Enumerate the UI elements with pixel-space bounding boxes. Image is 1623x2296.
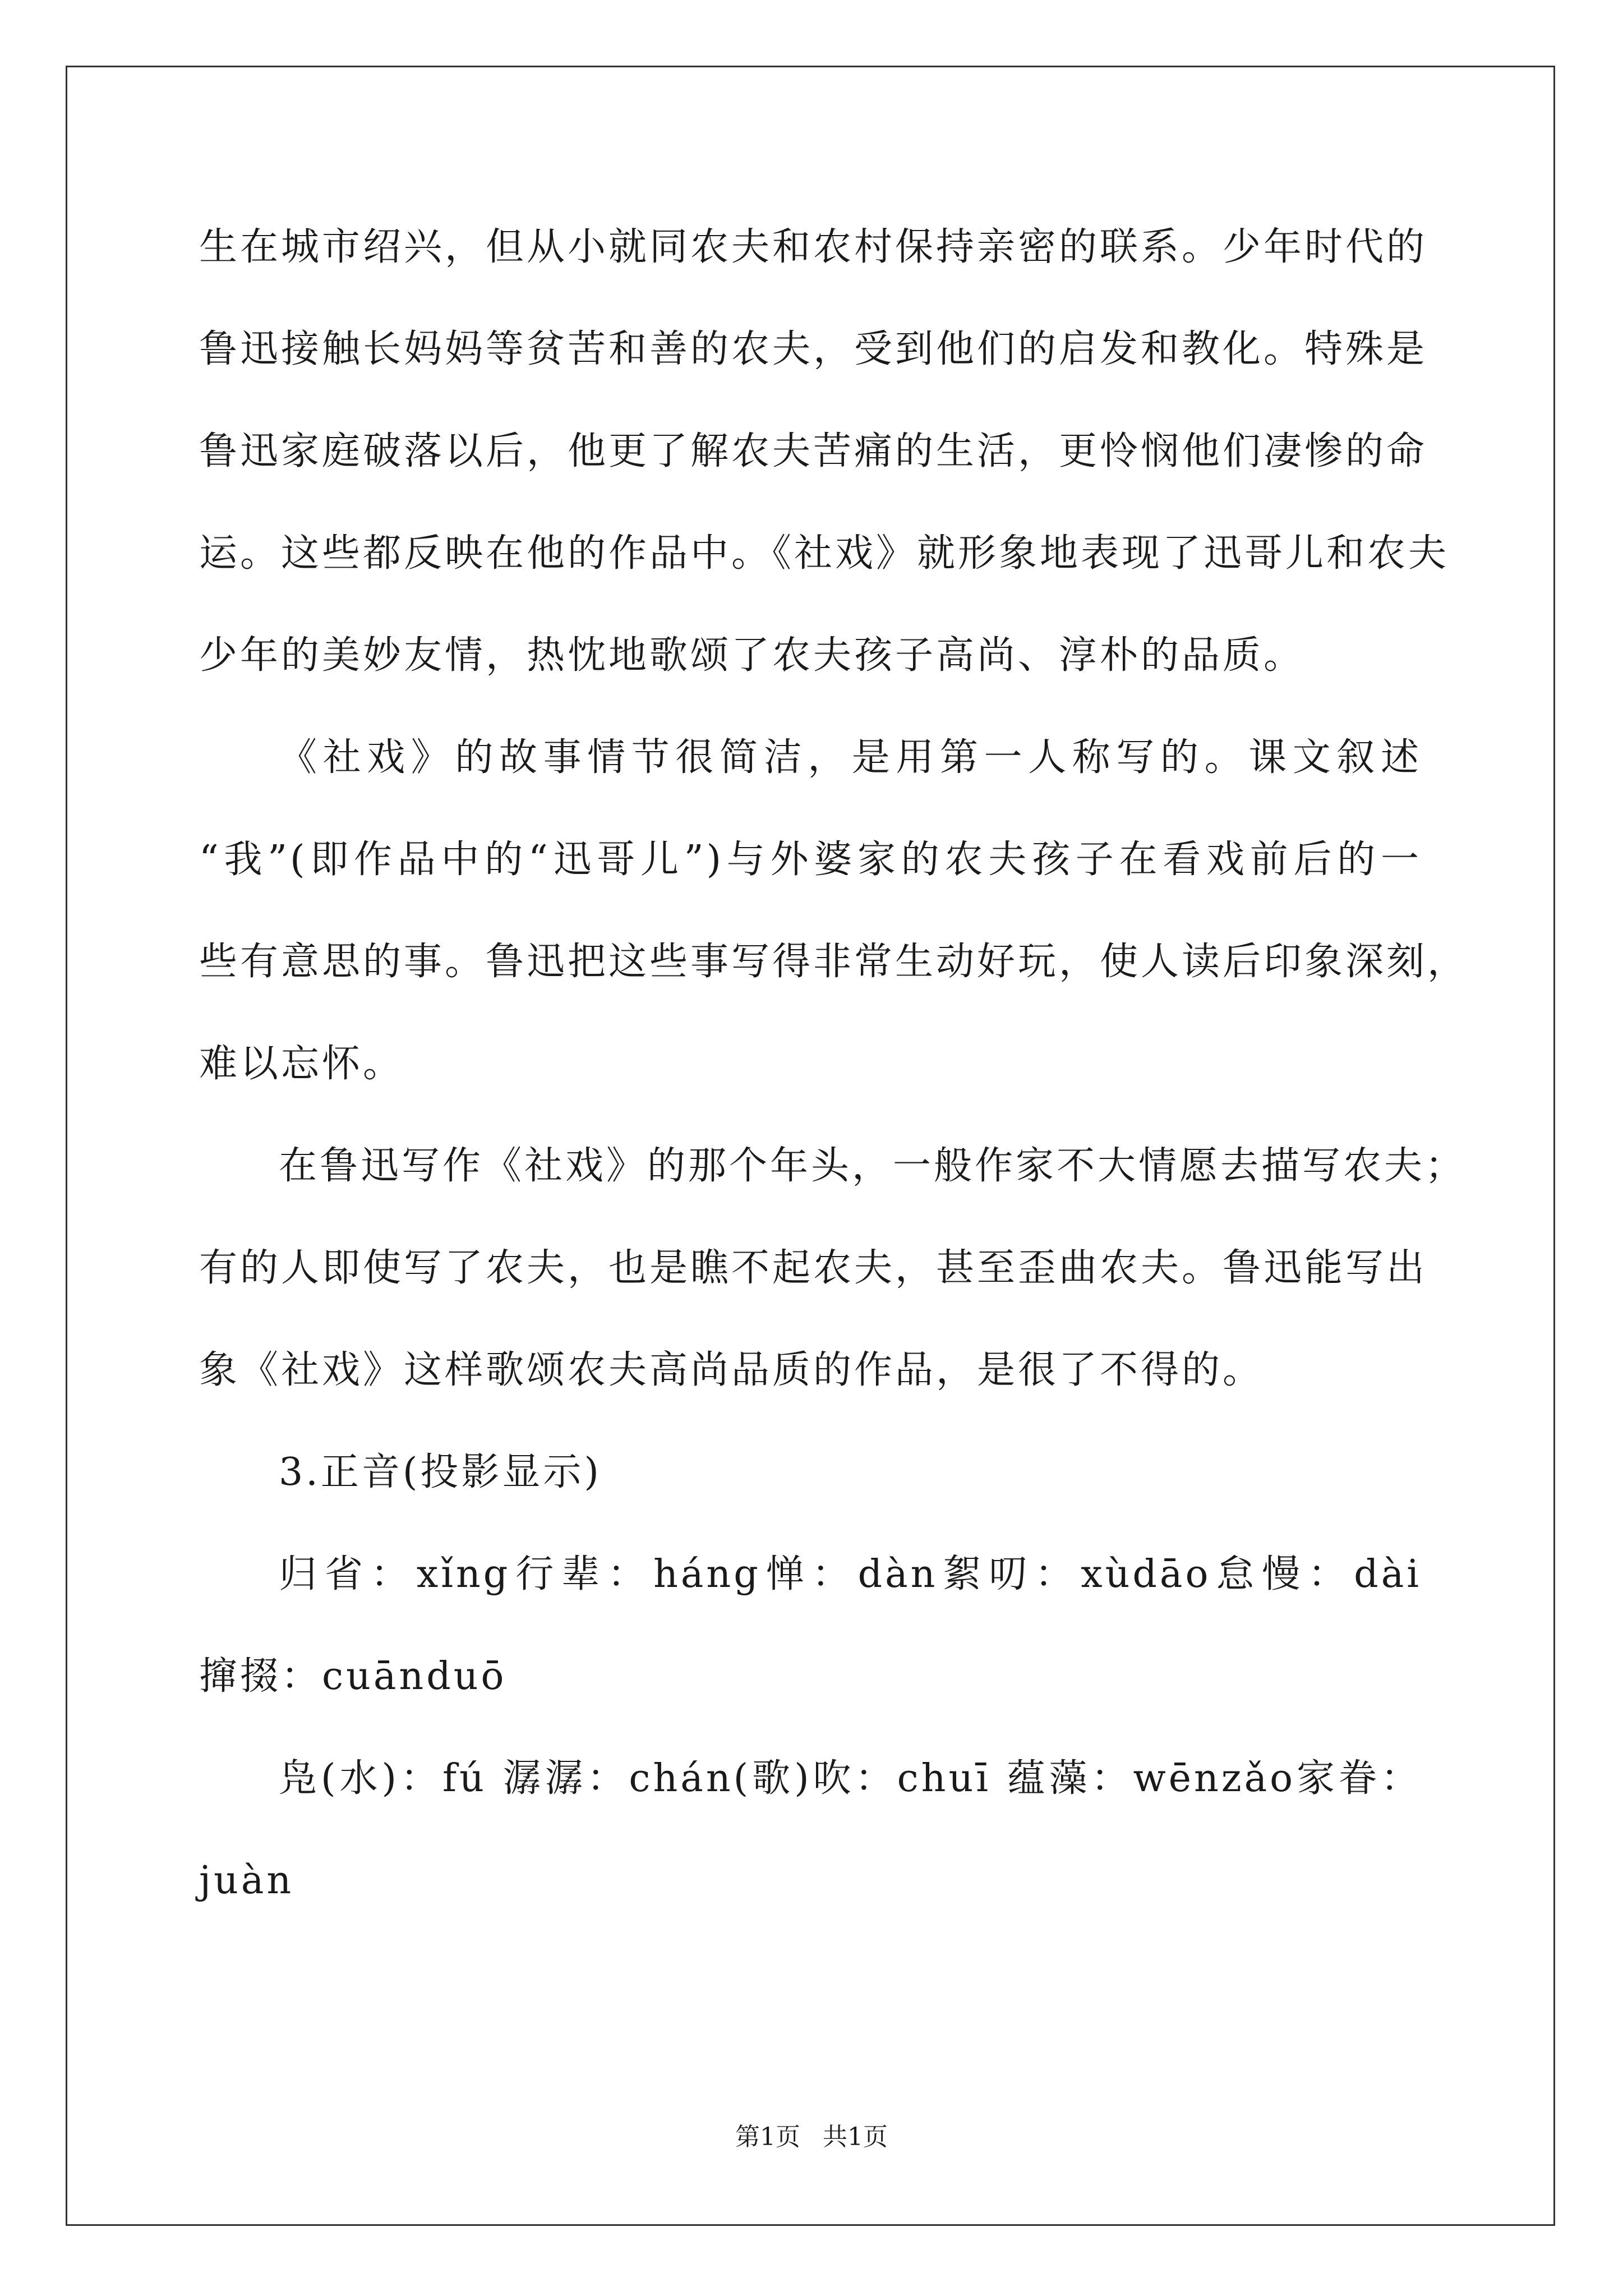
page-number: 第1页 — [735, 2123, 800, 2151]
text-line: 鲁迅接触长妈妈等贫苦和善的农夫，受到他们的启发和教化。特殊是 — [199, 327, 1428, 371]
pronunciation-line: 凫(水)：fú 潺潺：chán(歌)吹：chuī 蕴藻：wēnzǎo家眷： — [279, 1756, 1422, 1801]
text-line: 难以忘怀。 — [199, 1042, 404, 1086]
pronunciation-line: juàn — [199, 1858, 294, 1903]
page-footer — [0, 2120, 1623, 2154]
pronunciation-line: 撺掇：cuānduō — [199, 1654, 507, 1699]
pronunciation-line: 归省：xǐng行辈：háng惮：dàn絮叨：xùdāo怠慢：dài — [279, 1552, 1422, 1596]
text-line: 运。这些都反映在他的作品中。《社戏》就形象地表现了迅哥儿和农夫 — [199, 531, 1450, 576]
section-heading: 3.正音(投影显示) — [279, 1450, 602, 1494]
text-line: 象《社戏》这样歌颂农夫高尚品质的作品，是很了不得的。 — [199, 1348, 1264, 1392]
text-line: “我”(即作品中的“迅哥儿”)与外婆家的农夫孩子在看戏前后的一 — [199, 838, 1422, 882]
text-line: 在鲁迅写作《社戏》的那个年头，一般作家不大情愿去描写农夫； — [279, 1144, 1467, 1188]
text-line: 有的人即使写了农夫，也是瞧不起农夫，甚至歪曲农夫。鲁迅能写出 — [199, 1246, 1428, 1290]
text-line: 些有意思的事。鲁迅把这些事写得非常生动好玩，使人读后印象深刻， — [199, 940, 1469, 984]
text-line: 生在城市绍兴，但从小就同农夫和农村保持亲密的联系。少年时代的 — [199, 225, 1428, 269]
page-total: 共1页 — [823, 2123, 888, 2151]
text-line: 《社戏》的故事情节很简洁，是用第一人称写的。课文叙述 — [279, 735, 1422, 780]
text-line: 少年的美妙友情，热忱地歌颂了农夫孩子高尚、淳朴的品质。 — [199, 633, 1305, 678]
text-line: 鲁迅家庭破落以后，他更了解农夫苦痛的生活，更怜悯他们凄惨的命 — [199, 429, 1428, 473]
document-body — [199, 219, 1469, 1954]
